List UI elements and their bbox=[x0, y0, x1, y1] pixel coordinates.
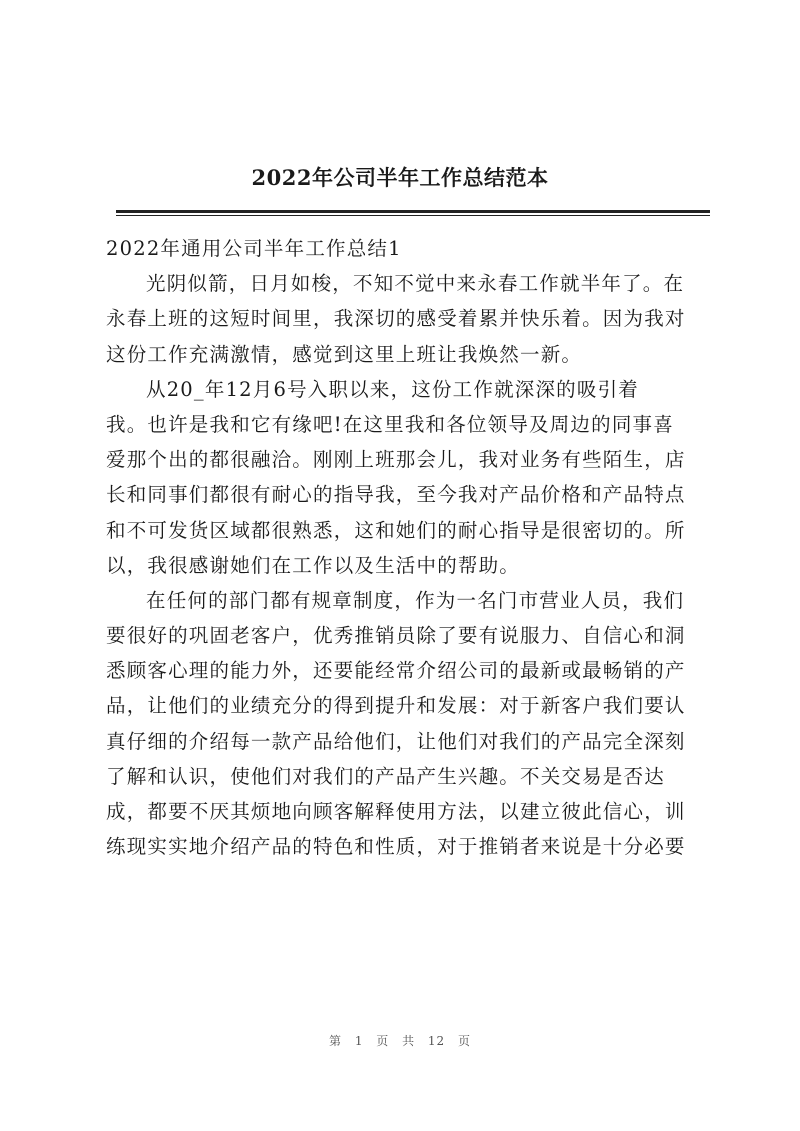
text-line: 和不可发货区域都很熟悉，这和她们的耐心指导是很密切的。所 bbox=[106, 518, 686, 542]
title-divider bbox=[116, 210, 710, 213]
text-line: 爱那个出的都很融洽。刚刚上班那会儿，我对业务有些陌生，店 bbox=[106, 448, 686, 472]
text-line: 真仔细的介绍每一款产品给他们，让他们对我们的产品完全深刻 bbox=[106, 729, 686, 753]
text-line: 永春上班的这短时间里，我深切的感受着累并快乐着。因为我对 bbox=[106, 307, 686, 331]
text-line: 悉顾客心理的能力外，还要能经常介绍公司的最新或最畅销的产 bbox=[106, 659, 686, 683]
text-line: 成，都要不厌其烦地向顾客解释使用方法，以建立彼此信心，训 bbox=[106, 800, 686, 823]
text-line: 要很好的巩固老客户，优秀推销员除了要有说服力、自信心和洞 bbox=[106, 624, 686, 648]
page-title: 2022年公司半年工作总结范本 bbox=[251, 165, 549, 190]
text-line: 这份工作充满激情，感觉到这里上班让我焕然一新。 bbox=[106, 342, 583, 366]
text-line: 品，让他们的业绩充分的得到提升和发展：对于新客户我们要认 bbox=[106, 694, 686, 718]
text-line: 光阴似箭，日月如梭，不知不觉中来永春工作就半年了。在 bbox=[146, 272, 685, 296]
text-line: 练现实实地介绍产品的特色和性质，对于推销者来说是十分必要 bbox=[106, 835, 686, 859]
page-footer: 第 1 页 共 12 页 bbox=[329, 1034, 471, 1048]
text-line: 从20_年12月6号入职以来，这份工作就深深的吸引着 bbox=[146, 377, 639, 401]
title-divider-thin bbox=[116, 215, 710, 216]
body-text bbox=[106, 231, 712, 864]
text-line: 了解和认识，使他们对我们的产品产生兴趣。不关交易是否达 bbox=[106, 764, 665, 788]
subtitle-line: 2022年通用公司半年工作总结1 bbox=[106, 237, 402, 260]
text-line: 在任何的部门都有规章制度，作为一名门市营业人员，我们 bbox=[146, 588, 685, 612]
text-line: 以，我很感谢她们在工作以及生活中的帮助。 bbox=[106, 553, 521, 577]
text-line: 我。也许是我和它有缘吧!在这里我和各位领导及周边的同事喜 bbox=[106, 412, 674, 436]
text-line: 长和同事们都很有耐心的指导我，至今我对产品价格和产品特点 bbox=[106, 483, 686, 507]
